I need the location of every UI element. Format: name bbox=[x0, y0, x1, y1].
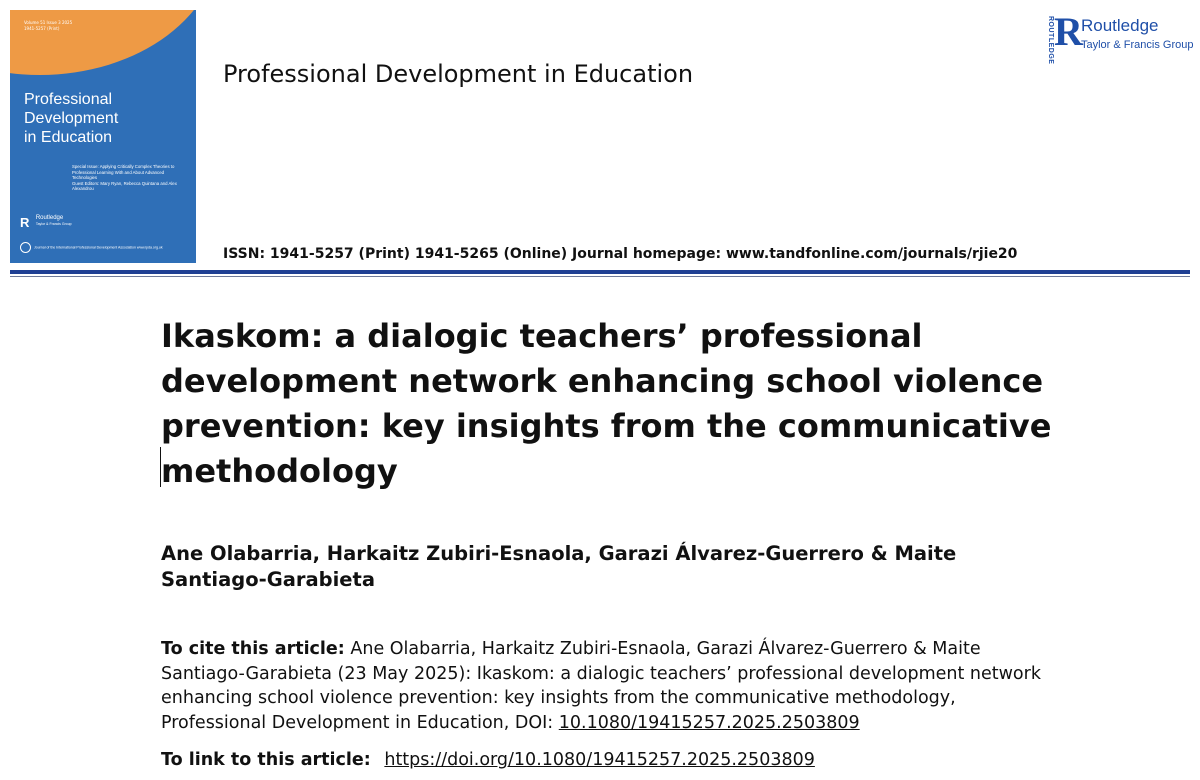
text-cursor bbox=[160, 447, 161, 487]
header-divider bbox=[10, 270, 1190, 274]
cover-association bbox=[20, 242, 190, 253]
cover-logo-mark: R bbox=[20, 215, 30, 230]
association-logo-icon bbox=[20, 242, 31, 253]
issn-line bbox=[223, 246, 1017, 262]
journal-title: Professional Development in Education bbox=[223, 60, 694, 88]
cover-title-line: Professional bbox=[24, 91, 113, 108]
header-divider-thin bbox=[10, 276, 1190, 277]
issn-text: ISSN: 1941-5257 (Print) 1941-5265 (Online) Journal homepage: bbox=[223, 246, 726, 262]
cover-special-issue-text: Special Issue: Applying Critically Complex Theories to Professional Learning With and About Advanced Technologies bbox=[72, 164, 175, 181]
cover-issn-line: 1941-5257 (Print) bbox=[24, 26, 60, 31]
cover-logo-sub: Taylor & Francis Group bbox=[35, 222, 72, 226]
routledge-r-icon: R bbox=[1054, 9, 1083, 54]
article-link-line bbox=[161, 748, 815, 772]
citation-text: Ane Olabarria, Harkaitz Zubiri-Esnaola, Garazi Álvarez-Guerrero & Maite Santiago-Garabieta (23 May 2025): Ikaskom: a dialogic teachers’ professional development network enhancing school violence prevention: key insights from the communicative methodology, Professional Development in Education, DOI: bbox=[161, 639, 1041, 733]
cover-volume-line: Volume 51 Issue 3 2025 bbox=[24, 20, 73, 25]
journal-cover[interactable] bbox=[10, 10, 196, 263]
article-authors: Ane Olabarria, Harkaitz Zubiri-Esnaola, Garazi Álvarez-Guerrero & Maite Santiago-Garabieta bbox=[161, 542, 957, 591]
cover-title bbox=[24, 90, 194, 147]
cover-routledge-logo bbox=[20, 215, 72, 233]
citation-block bbox=[161, 637, 1041, 735]
article-title: Ikaskom: a dialogic teachers’ professional development network enhancing school violence prevention: key insights from the communicative methodology bbox=[161, 317, 1052, 490]
article-url-link[interactable]: https://doi.org/10.1080/19415257.2025.2503809 bbox=[384, 750, 815, 770]
cover-title-line: in Education bbox=[24, 129, 113, 146]
cover-association-text: Journal of the International Professional Development Association www.ipda.org.uk bbox=[34, 245, 163, 250]
publisher-logo bbox=[1044, 9, 1194, 65]
cover-special-issue bbox=[72, 164, 182, 192]
cover-guest-editors: Guest Editors: Mary Ryan, Rebecca Quintana and Alex Alexandrou bbox=[72, 180, 177, 192]
link-label: To link to this article: bbox=[161, 750, 371, 770]
publisher-name: Routledge bbox=[1081, 16, 1159, 35]
journal-homepage-link[interactable]: www.tandfonline.com/journals/rjie20 bbox=[725, 246, 1018, 262]
publisher-subtitle: Taylor & Francis Group bbox=[1081, 39, 1194, 51]
citation-label: To cite this article: bbox=[161, 639, 345, 659]
doi-link[interactable]: 10.1080/19415257.2025.2503809 bbox=[558, 712, 860, 733]
cover-logo-name: Routledge bbox=[35, 215, 64, 221]
publisher-vertical-text: ROUTLEDGE bbox=[1047, 16, 1054, 65]
cover-title-line: Development bbox=[24, 110, 119, 127]
